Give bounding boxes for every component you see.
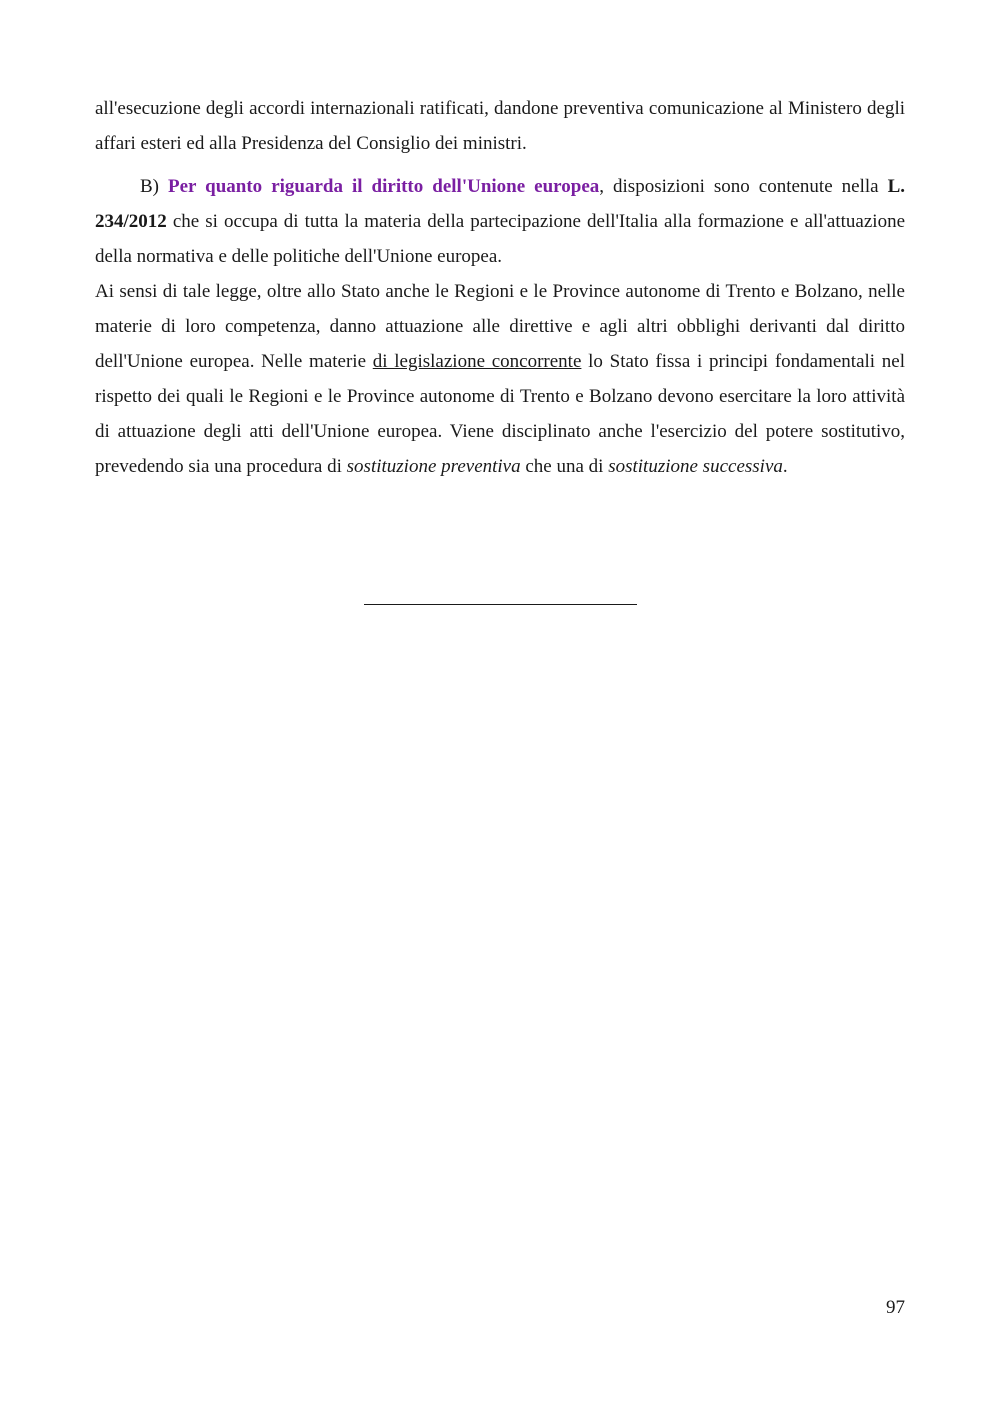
paragraph-regions xyxy=(95,274,905,484)
paragraph-text: che una di xyxy=(520,456,609,477)
body-text xyxy=(95,91,905,484)
paragraph-text: che si occupa di tutta la materia della partecipazione dell'Italia alla formazione e all'attuazione della normativa e delle politiche dell'Unione europea. xyxy=(95,211,905,267)
page-number: 97 xyxy=(886,1297,905,1318)
paragraph-eu-law xyxy=(95,169,905,274)
paragraph-text: . xyxy=(782,456,788,477)
italic-term: sostituzione successiva xyxy=(608,456,783,477)
paragraph-text: , disposizioni sono contenute nella xyxy=(599,176,888,197)
paragraph-continuation xyxy=(95,91,905,161)
italic-term: sostituzione preventiva xyxy=(346,456,521,477)
paragraph-text: lo Stato fissa i principi fondamentali nel rispetto dei quali le Regioni e le Province autonome di Trento e Bolzano devono esercitare la loro attività di attuazione degli atti dell'Unione europea. Viene disciplinato anche l'esercizio del potere sostitutivo, prevedendo sia una procedura di xyxy=(95,351,905,477)
law-reference: L. 234/2012 xyxy=(95,176,906,232)
list-marker: B) xyxy=(140,176,169,197)
section-divider xyxy=(364,604,637,605)
highlighted-heading: Per quanto riguarda il diritto dell'Unione europea xyxy=(168,176,600,197)
paragraph-text: all'esecuzione degli accordi internazionali ratificati, dandone preventiva comunicazione al Ministero degli affari esteri ed alla Presidenza del Consiglio dei ministri. xyxy=(95,98,905,154)
paragraph-text: Ai sensi di tale legge, oltre allo Stato anche le Regioni e le Province autonome di Trento e Bolzano, nelle materie di loro competenza, danno attuazione alle direttive e agli altri obblighi derivanti dal diritto dell'Unione europea. Nelle materie xyxy=(95,281,905,372)
underlined-term: di legislazione concorrente xyxy=(372,351,582,372)
